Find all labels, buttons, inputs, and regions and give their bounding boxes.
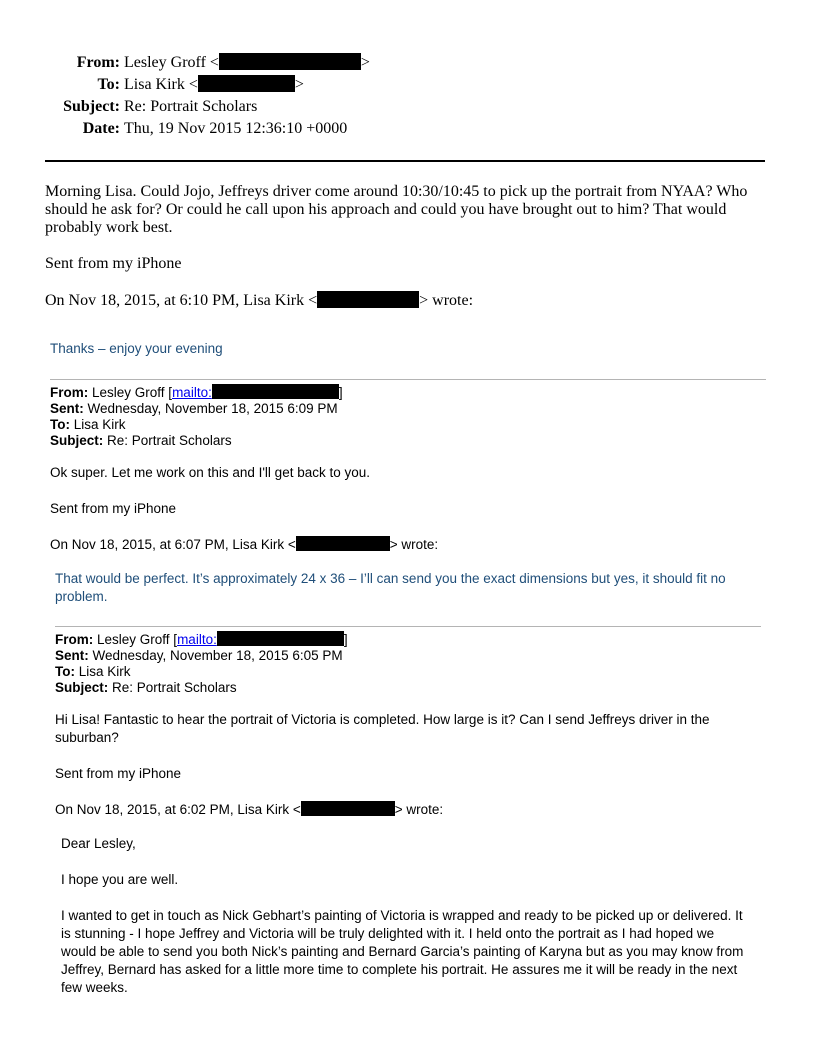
quoted-email-header xyxy=(50,384,343,449)
to-value xyxy=(124,74,304,96)
separator-line xyxy=(55,626,761,627)
to-close: > xyxy=(294,76,304,93)
redaction-block xyxy=(317,291,419,308)
redaction-block xyxy=(219,53,361,70)
mailto-link[interactable]: mailto: xyxy=(177,632,217,647)
mailto-link[interactable]: mailto: xyxy=(172,385,212,400)
quoted-intro xyxy=(50,536,438,554)
date-label: Date: xyxy=(82,120,120,137)
separator-line xyxy=(50,379,766,380)
to-label: To: xyxy=(97,76,120,93)
main-paragraph: I wanted to get in touch as Nick Gebhart’s painting of Victoria is wrapped and ready to be picked up or delivered. It is stunning - I hope Jeffrey and Victoria will be truly delighted with it. I held onto the portrait as I had hoped we would be able to send you both Nick’s painting and Bernard Garcia’s painting of Karyna but as you may know from Jeffrey, Bernard has asked for a little more time to complete his portrait. He assures me it will be ready in the next few weeks. xyxy=(61,908,744,995)
quoted-body: Hi Lisa! Fantastic to hear the portrait of Victoria is completed. How large is it? Can I send Jeffreys driver in the suburban? xyxy=(55,712,710,745)
quoted-from-value: Lesley Groff [ xyxy=(92,385,173,400)
quoted-sent-value: Wednesday, November 18, 2015 6:05 PM xyxy=(92,648,343,663)
subject-label: Subject: xyxy=(63,98,120,115)
header-from-row xyxy=(0,52,816,74)
quoted-email-header xyxy=(55,631,348,696)
header-subject-row xyxy=(0,96,816,118)
quoted-from-label: From: xyxy=(50,385,89,400)
header-divider xyxy=(45,160,765,162)
quoted-sent-label: Sent: xyxy=(55,648,89,663)
quote-intro-suffix: > wrote: xyxy=(419,292,474,309)
header-date-row xyxy=(0,118,816,140)
subject-value: Re: Portrait Scholars xyxy=(124,98,258,115)
quoted-sent-row xyxy=(50,401,343,417)
message-body: Morning Lisa. Could Jojo, Jeffreys driver come around 10:30/10:45 to pick up the portrait from NYAA? Who should he ask for? Or could he call upon his approach and could you have brought out to him? That would probably work best. xyxy=(45,183,748,236)
opening-line: I hope you are well. xyxy=(61,872,179,887)
quoted-from-close: ] xyxy=(338,385,343,400)
from-value xyxy=(124,52,370,74)
quoted-to-value: Lisa Kirk xyxy=(73,417,126,432)
redaction-block xyxy=(217,631,344,646)
quote-intro-text: On Nov 18, 2015, at 6:10 PM, Lisa Kirk < xyxy=(45,292,318,309)
date-value: Thu, 19 Nov 2015 12:36:10 +0000 xyxy=(124,120,348,137)
from-label: From: xyxy=(76,54,120,71)
quoted-intro-text: On Nov 18, 2015, at 6:02 PM, Lisa Kirk < xyxy=(55,802,301,817)
quoted-body: Ok super. Let me work on this and I'll get back to you. xyxy=(50,465,370,480)
quoted-from-close: ] xyxy=(343,632,348,647)
from-close: > xyxy=(360,54,370,71)
quoted-sent-label: Sent: xyxy=(50,401,84,416)
reply-thanks: Thanks – enjoy your evening xyxy=(50,341,223,356)
quoted-intro-text: On Nov 18, 2015, at 6:07 PM, Lisa Kirk < xyxy=(50,537,296,552)
redaction-block xyxy=(212,384,339,399)
quoted-to-row xyxy=(50,417,343,433)
quoted-signature: Sent from my iPhone xyxy=(55,766,182,781)
quoted-subject-value: Re: Portrait Scholars xyxy=(107,433,232,448)
quoted-to-label: To: xyxy=(50,417,70,432)
quoted-from-row xyxy=(55,631,348,648)
quoted-intro-suffix: > wrote: xyxy=(389,537,439,552)
quoted-subject-label: Subject: xyxy=(50,433,104,448)
quoted-from-label: From: xyxy=(55,632,94,647)
quoted-intro xyxy=(55,801,443,819)
greeting: Dear Lesley, xyxy=(61,836,136,851)
quoted-sent-value: Wednesday, November 18, 2015 6:09 PM xyxy=(87,401,338,416)
from-name: Lesley Groff < xyxy=(124,54,219,71)
quoted-subject-row xyxy=(50,433,343,449)
quoted-to-value: Lisa Kirk xyxy=(78,664,131,679)
redaction-block xyxy=(301,801,395,816)
to-name: Lisa Kirk < xyxy=(124,76,198,93)
header-to-row xyxy=(0,74,816,96)
quoted-intro-suffix: > wrote: xyxy=(394,802,444,817)
quoted-from-value: Lesley Groff [ xyxy=(97,632,178,647)
quoted-to-label: To: xyxy=(55,664,75,679)
quoted-signature: Sent from my iPhone xyxy=(50,501,177,516)
quoted-subject-value: Re: Portrait Scholars xyxy=(112,680,237,695)
quoted-subject-label: Subject: xyxy=(55,680,109,695)
message-signature: Sent from my iPhone xyxy=(45,255,182,272)
quoted-subject-row xyxy=(55,680,348,696)
quote-intro xyxy=(45,291,765,310)
reply-dimensions: That would be perfect. It’s approximately 24 x 36 – I’ll can send you the exact dimensions but yes, it should fit no problem. xyxy=(55,571,726,604)
quoted-from-row xyxy=(50,384,343,401)
quoted-sent-row xyxy=(55,648,348,664)
redaction-block xyxy=(296,536,390,551)
redaction-block xyxy=(198,75,295,92)
email-header xyxy=(0,52,816,140)
quoted-to-row xyxy=(55,664,348,680)
